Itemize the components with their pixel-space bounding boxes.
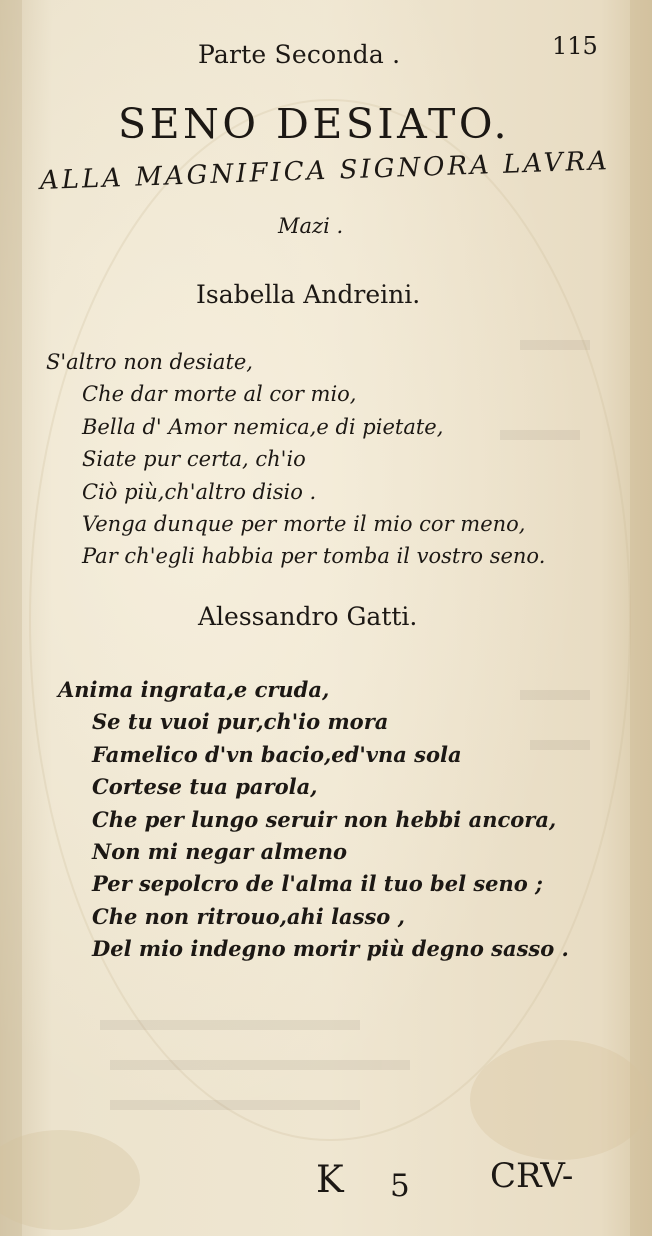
verse-line: Non mi negar almeno — [92, 839, 348, 865]
signature-mark-letter: K — [316, 1158, 344, 1201]
poem-verses — [46, 346, 545, 573]
verse-line: Cortese tua parola, — [92, 774, 318, 800]
verse-line: Per sepolcro de l'alma il tuo bel seno ; — [92, 871, 543, 897]
author-name: Alessandro Gatti. — [198, 602, 418, 631]
verse-line: S'altro non desiate, — [46, 350, 253, 374]
verse-line: Par ch'egli habbia per tomba il vostro seno. — [82, 544, 546, 569]
verse-line: Bella d' Amor nemica,e di pietate, — [82, 414, 444, 439]
verse-line: Anima ingrata,e cruda, — [58, 677, 330, 702]
catchword: CRV- — [490, 1156, 574, 1196]
verse-line: Del mio indegno morir più degno sasso . — [92, 936, 569, 962]
verse-line: Famelico d'vn bacio,ed'vna sola — [92, 741, 462, 767]
verse-line: Se tu vuoi pur,ch'io mora — [92, 709, 389, 735]
verse-line: Che per lungo seruir non hebbi ancora, — [92, 806, 557, 832]
signature-mark-number: 5 — [390, 1168, 410, 1204]
dedication-line-1: ALLA MAGNIFICA SIGNORA LAVRA — [39, 146, 611, 196]
poem-verses — [58, 674, 569, 966]
poem-title: SENO DESIATO. — [118, 100, 511, 148]
verse-line: Ciò più,ch'altro disio . — [82, 479, 317, 504]
running-title: Parte Seconda . — [198, 40, 401, 69]
verse-line: Siate pur certa, ch'io — [82, 447, 306, 472]
verse-line: Che non ritrouo,ahi lasso , — [92, 903, 405, 929]
verse-line: Venga dunque per morte il mio cor meno, — [82, 512, 526, 537]
dedication-line-2: Mazi . — [278, 214, 344, 238]
page-number: 115 — [552, 32, 598, 60]
author-name: Isabella Andreini. — [196, 280, 421, 309]
verse-line: Che dar morte al cor mio, — [82, 382, 357, 407]
